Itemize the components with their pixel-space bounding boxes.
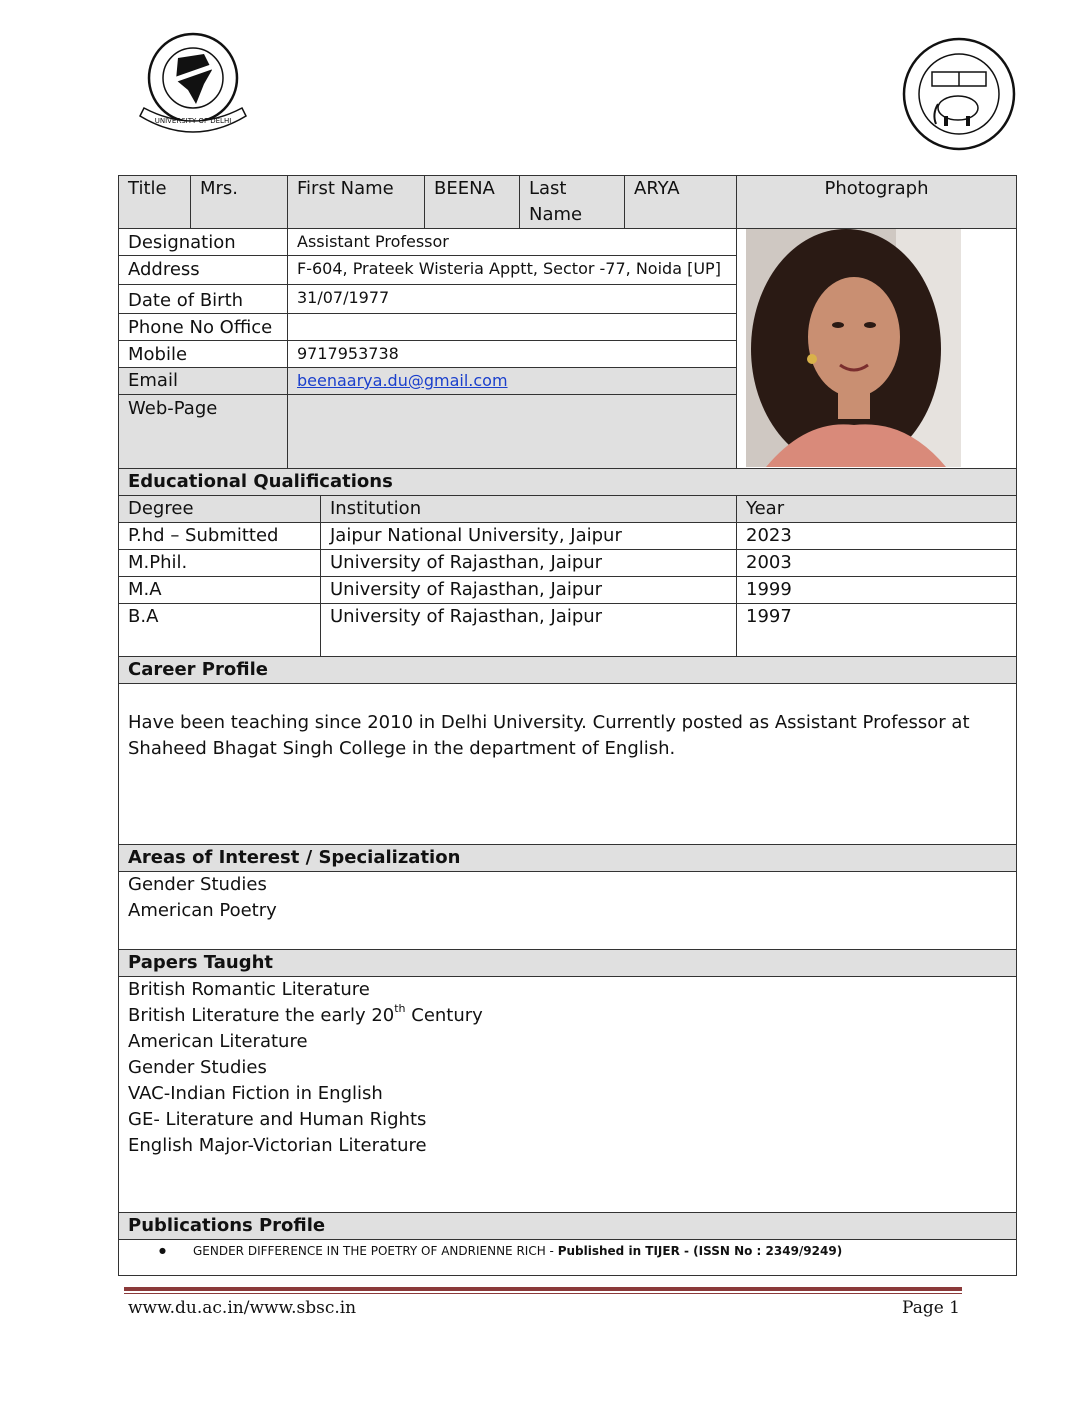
email-label: Email [128, 370, 178, 391]
profile-photo [746, 229, 961, 467]
list-item: Gender Studies [128, 1057, 267, 1078]
superscript-th: th [394, 1002, 406, 1015]
year-header: Year [746, 498, 785, 519]
table-row [118, 522, 321, 550]
dob-label-cell [118, 284, 288, 314]
designation-value-cell [287, 228, 737, 256]
papers-heading: Papers Taught [128, 952, 274, 973]
address-value: F-604, Prateek Wisteria Apptt, Sector -77, Noida [UP] [297, 259, 721, 278]
footer-rule-thin [124, 1293, 962, 1294]
title-value: Mrs. [200, 178, 239, 199]
page-number: Page 1 [902, 1298, 960, 1318]
publications-heading-cell [118, 1212, 1017, 1240]
dob-value-cell [287, 284, 737, 314]
career-text-line1: Have been teaching since 2010 in Delhi University. Currently posted as Assistant Professor at [128, 712, 970, 733]
table-row [736, 522, 1017, 550]
interests-heading: Areas of Interest / Specialization [128, 847, 461, 868]
table-row [320, 603, 737, 657]
last-name-value-cell [624, 175, 737, 229]
institution-cell: University of Rajasthan, Jaipur [330, 606, 603, 627]
mobile-label-cell [118, 340, 288, 368]
career-body-cell [118, 683, 1017, 845]
list-item: British Romantic Literature [128, 979, 370, 1000]
table-row [118, 576, 321, 604]
bullet-icon: ● [159, 1246, 166, 1255]
last-name-label-line2: Name [529, 204, 583, 225]
table-row [320, 549, 737, 577]
photograph-label-cell [736, 175, 1017, 229]
institution-cell: University of Rajasthan, Jaipur [330, 579, 603, 600]
phone-office-value-cell [287, 313, 737, 341]
dob-value: 31/07/1977 [297, 288, 390, 307]
publication-venue: Published in TIJER - (ISSN No : 2349/9249) [557, 1244, 843, 1258]
email-label-cell [118, 367, 288, 395]
email-value-cell [287, 367, 737, 395]
year-cell: 2023 [746, 525, 792, 546]
title-label: Title [128, 178, 167, 199]
list-item [119, 1003, 1016, 1029]
mobile-value: 9717953738 [297, 344, 399, 363]
list-item: American Literature [128, 1031, 308, 1052]
designation-label-cell [118, 228, 288, 256]
papers-body-cell [118, 976, 1017, 1213]
webpage-label-cell [118, 394, 288, 469]
papers-heading-cell [118, 949, 1017, 977]
degree-cell: M.A [128, 579, 162, 600]
address-label-cell [118, 255, 288, 285]
table-row [736, 549, 1017, 577]
last-name-value: ARYA [634, 178, 680, 199]
footer-rule [124, 1287, 962, 1291]
list-item [119, 1240, 1016, 1262]
table-row [736, 603, 1017, 657]
title-value-cell [190, 175, 288, 229]
address-label: Address [128, 259, 200, 280]
interests-heading-cell [118, 844, 1017, 872]
list-item: GE- Literature and Human Rights [128, 1109, 427, 1130]
list-item: American Poetry [128, 900, 277, 921]
table-row [118, 549, 321, 577]
address-value-cell [287, 255, 737, 285]
mobile-value-cell [287, 340, 737, 368]
college-logo-bottom-text: UNIVERSITY OF DELHI [154, 117, 232, 125]
institution-header-cell [320, 495, 737, 523]
designation-label: Designation [128, 232, 236, 253]
institution-cell: University of Rajasthan, Jaipur [330, 552, 603, 573]
year-cell: 1999 [746, 579, 792, 600]
photograph-label: Photograph [824, 178, 929, 199]
publications-heading: Publications Profile [128, 1215, 326, 1236]
dob-label: Date of Birth [128, 290, 244, 311]
list-item: VAC-Indian Fiction in English [128, 1083, 383, 1104]
first-name-value: BEENA [434, 178, 495, 199]
list-item: English Major-Victorian Literature [128, 1135, 427, 1156]
table-row [736, 576, 1017, 604]
degree-cell: M.Phil. [128, 552, 188, 573]
publication-title: GENDER DIFFERENCE IN THE POETRY OF ANDRIENNE RICH - [193, 1244, 558, 1258]
college-logo [134, 30, 252, 142]
title-label-cell [118, 175, 191, 229]
footer-website[interactable]: www.du.ac.in/www.sbsc.in [128, 1298, 357, 1318]
institution-header: Institution [330, 498, 422, 519]
list-item: Gender Studies [128, 874, 267, 895]
interests-body-cell [118, 871, 1017, 950]
year-cell: 2003 [746, 552, 792, 573]
webpage-value-cell [287, 394, 737, 469]
table-row [118, 603, 321, 657]
first-name-value-cell [424, 175, 520, 229]
email-link[interactable]: beenaarya.du@gmail.com [297, 371, 508, 390]
career-text-line2: Shaheed Bhagat Singh College in the department of English. [128, 738, 676, 759]
webpage-label: Web-Page [128, 398, 218, 419]
education-heading: Educational Qualifications [128, 471, 393, 492]
phone-office-label-cell [118, 313, 288, 341]
degree-cell: B.A [128, 606, 159, 627]
paper-text-tail: Century [405, 1005, 483, 1026]
designation-value: Assistant Professor [297, 232, 449, 251]
first-name-label-cell [287, 175, 425, 229]
education-heading-cell [118, 468, 1017, 496]
publications-body-cell [118, 1239, 1017, 1276]
degree-cell: P.hd – Submitted [128, 525, 279, 546]
year-header-cell [736, 495, 1017, 523]
degree-header-cell [118, 495, 321, 523]
institution-cell: Jaipur National University, Jaipur [330, 525, 622, 546]
degree-header: Degree [128, 498, 194, 519]
table-row [320, 522, 737, 550]
career-heading: Career Profile [128, 659, 268, 680]
career-heading-cell [118, 656, 1017, 684]
year-cell: 1997 [746, 606, 792, 627]
first-name-label: First Name [297, 178, 394, 199]
mobile-label: Mobile [128, 344, 188, 365]
table-row [320, 576, 737, 604]
paper-text: British Literature the early 20 [128, 1005, 395, 1026]
last-name-label-cell [519, 175, 625, 229]
phone-office-label: Phone No Office [128, 317, 273, 338]
university-seal [900, 36, 1018, 152]
last-name-label-line1: Last [529, 178, 567, 199]
